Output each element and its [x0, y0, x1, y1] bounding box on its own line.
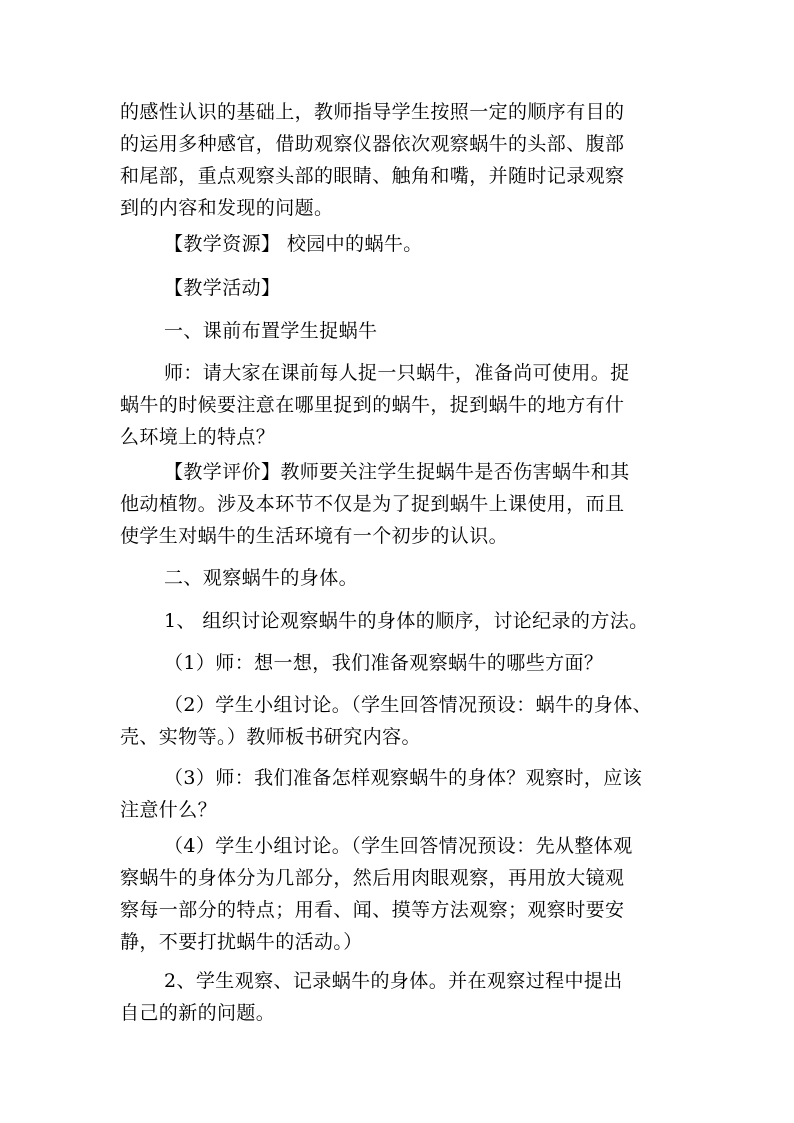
text-line: 师：请大家在课前每人捉一只蜗牛，准备尚可使用。捉 [164, 362, 630, 384]
paragraph-item-2 [120, 689, 690, 753]
paragraph-teacher-instruction [120, 357, 690, 453]
text-line: 静，不要打扰蜗牛的活动。） [120, 931, 363, 953]
text-line: 么环境上的特点？ [120, 426, 276, 448]
text-line: 的感性认识的基础上，教师指导学生按照一定的顺序有目的 [120, 101, 625, 123]
paragraph-item-1 [120, 647, 690, 679]
text-line: 1、 组织讨论观察蜗牛的身体的顺序，讨论纪录的方法。 [164, 610, 649, 632]
text-line: 自己的新的问题。 [120, 1002, 276, 1024]
heading-section-one [120, 315, 690, 347]
text-line: （1）师：想一想，我们准备观察蜗牛的哪些方面？ [164, 652, 604, 674]
paragraph-step-two [120, 965, 690, 1029]
text-line: 【教学评价】教师要关注学生捉蜗牛是否伤害蜗牛和其 [164, 461, 630, 483]
text-line: 注意什么？ [120, 799, 218, 821]
text-line: 蜗牛的时候要注意在哪里捉到的蜗牛，捉到蜗牛的地方有什 [120, 394, 625, 416]
heading-teaching-activities [120, 272, 690, 304]
text-line: 使学生对蜗牛的生活环境有一个初步的认识。 [120, 525, 509, 547]
text-line: 【教学活动】 [164, 277, 281, 299]
text-line: 察蜗牛的身体分为几部分，然后用肉眼观察，再用放大镜观 [120, 867, 625, 889]
paragraph-item-4 [120, 830, 690, 958]
paragraph-teaching-evaluation [120, 456, 690, 552]
text-line: 的运用多种感官，借助观察仪器依次观察蜗牛的头部、腹部 [120, 133, 625, 155]
text-line: （2）学生小组讨论。（学生回答情况预设：蜗牛的身体、 [164, 694, 652, 716]
text-line: 【教学资源】 校园中的蜗牛。 [164, 233, 423, 255]
text-line: 一、课前布置学生捉蜗牛 [164, 320, 378, 342]
heading-section-two [120, 562, 690, 594]
text-line: 和尾部，重点观察头部的眼睛、触角和嘴，并随时记录观察 [120, 165, 625, 187]
text-line: 2、学生观察、记录蜗牛的身体。并在观察过程中提出 [164, 970, 623, 992]
text-line: （3）师：我们准备怎样观察蜗牛的身体？观察时，应该 [164, 767, 643, 789]
paragraph-observation-method [120, 96, 690, 224]
text-line: 到的内容和发现的问题。 [120, 197, 334, 219]
paragraph-step-one [120, 605, 690, 637]
text-line: 二、观察蜗牛的身体。 [164, 567, 359, 589]
text-line: 壳、实物等。）教师板书研究内容。 [120, 726, 421, 748]
paragraph-item-3 [120, 762, 690, 826]
text-line: 他动植物。涉及本环节不仅是为了捉到蜗牛上课使用，而且 [120, 493, 625, 515]
text-line: 察每一部分的特点；用看、闻、摸等方法观察；观察时要安 [120, 899, 625, 921]
paragraph-teaching-resources [120, 228, 690, 260]
text-line: （4）学生小组讨论。（学生回答情况预设：先从整体观 [164, 835, 633, 857]
